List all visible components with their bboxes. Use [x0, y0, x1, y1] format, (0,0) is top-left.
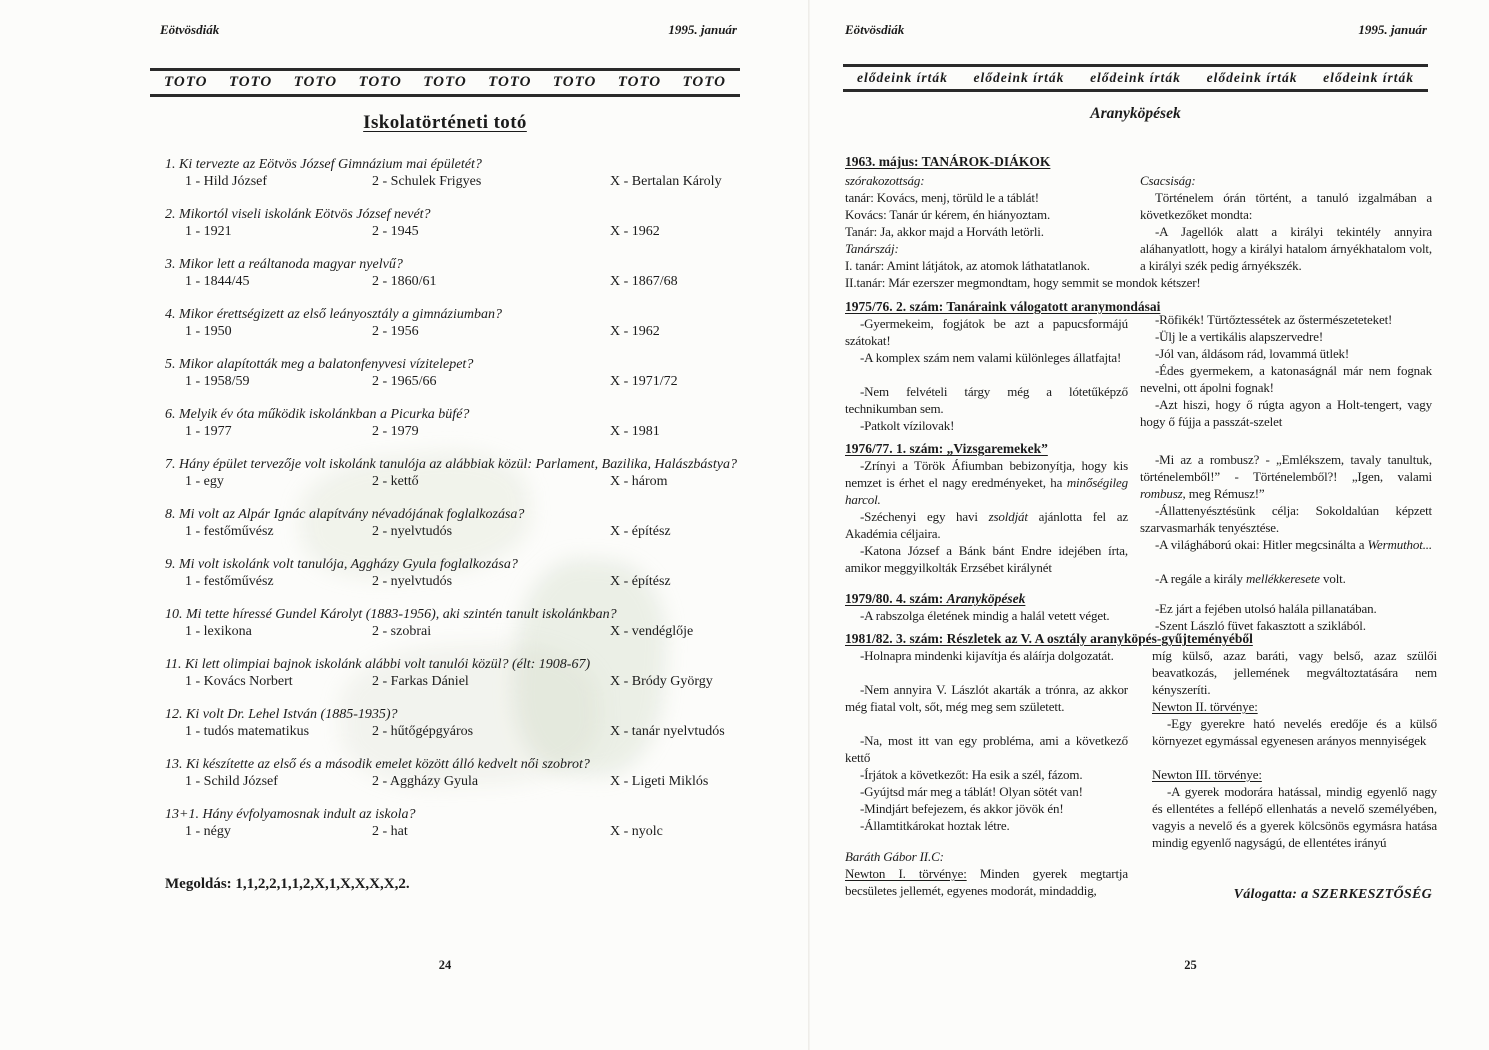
option-2: 2 - 1945 [372, 224, 419, 239]
paragraph-emphasis: minőségileg harcol. [845, 475, 1128, 507]
option-1: 1 - festőművész [185, 574, 274, 589]
question-text: 5. Mikor alapították meg a balatonfenyvesi vízitelepet? [165, 357, 474, 372]
paragraph: -Katona József a Bánk bánt Endre idejében írta, amikor meggyilkolták Erzsébet királynét [845, 543, 1128, 575]
option-1: 1 - festőművész [185, 524, 274, 539]
option-x: X - építész [610, 574, 671, 589]
toto-banner-word: TOTO [488, 74, 532, 90]
question-text: 12. Ki volt Dr. Lehel István (1885-1935)? [165, 707, 398, 722]
author-line: Baráth Gábor II.C: [845, 849, 944, 864]
option-x: X - 1971/72 [610, 374, 678, 389]
paragraph: -Szent László füvet fakasztott a sziklából. [1155, 618, 1366, 633]
question-text: 10. Mi tette híressé Gundel Károlyt (1883-1956), aki szintén tanult iskolánkban? [165, 607, 617, 622]
section-heading-1963: 1963. május: TANÁROK-DIÁKOK [845, 154, 1051, 169]
paragraph: -Na, most itt van egy probléma, ami a következő kettő [845, 733, 1128, 765]
toto-banner-word: TOTO [423, 74, 467, 90]
paragraph-text: -Mi az a rombusz? - „Emlékszem, tavaly tanultuk, történelemből!” - Történelemből?! „Igen, valami [1140, 452, 1432, 484]
option-x: X - építész [610, 524, 671, 539]
paragraph [845, 865, 1128, 899]
paragraph-text: -Zrínyi a Török Áfiumban bebizonyítja, hogy kis nemzet is érhet el nagy eredményeket, ha [845, 458, 1128, 490]
question-text: 13+1. Hány évfolyamosnak indult az iskola? [165, 807, 416, 822]
question-text: 9. Mi volt iskolánk volt tanulója, Aggházy Gyula foglalkozása? [165, 557, 518, 572]
paragraph-text: -A regále a király [1155, 571, 1246, 586]
option-x: X - Bertalan Károly [610, 174, 722, 189]
option-1: 1 - 1844/45 [185, 274, 250, 289]
paragraph [1140, 536, 1432, 553]
option-1: 1 - lexikona [185, 624, 252, 639]
newton-law-label: Newton III. törvénye: [1152, 767, 1262, 782]
paragraph: -Írjátok a következőt: Ha esik a szél, fázom. [860, 767, 1083, 782]
paragraph: -Ez járt a fejében utolsó halála pillanatában. [1155, 601, 1377, 616]
section-heading-1975: 1975/76. 2. szám: Tanáraink válogatott aranymondásai [845, 299, 1161, 314]
question-block [165, 556, 737, 590]
toto-banner-word: TOTO [358, 74, 402, 90]
heading-text: 1979/80. 4. szám: [845, 591, 947, 606]
paragraph [1140, 451, 1432, 502]
option-1: 1 - tudós matematikus [185, 724, 310, 739]
paragraph: tanár: Kovács, menj, törüld le a táblát! [845, 190, 1039, 205]
elodeink-banner-word: elődeink írták [1090, 70, 1181, 85]
question-block [165, 506, 737, 540]
option-x: X - nyolc [610, 824, 663, 839]
option-x: X - vendéglője [610, 624, 694, 639]
paragraph: Csacsiság: [1140, 173, 1196, 188]
option-1: 1 - 1958/59 [185, 374, 250, 389]
paragraph: -Egy gyerekre ható nevelés eredője és a külső környezet egymással egyenesen arányos mennyiségek [1152, 716, 1437, 748]
paragraph-text: -Széchenyi egy havi [860, 509, 989, 524]
paragraph: Történelem órán történt, a tanuló izgalmában a következőket mondta: [1140, 190, 1432, 222]
elodeink-banner-word: elődeink írták [1206, 70, 1298, 85]
question-block [165, 256, 737, 290]
newton-law-label: Newton I. törvénye: [845, 866, 967, 881]
editor-credit: Válogatta: a SZERKESZTŐSÉG [1233, 887, 1432, 902]
paragraph: -Azt hiszi, hogy ő rúgta agyon a Holt-tengert, vagy hogy ő fújja a passzát-szelet [1140, 397, 1432, 429]
question-block [165, 706, 737, 740]
question-text: 3. Mikor lett a reáltanoda magyar nyelvű? [165, 257, 403, 272]
question-block [165, 406, 737, 440]
option-1: 1 - Schild József [185, 774, 278, 789]
elodeink-banner [843, 64, 1428, 92]
option-x: X - három [610, 474, 668, 489]
question-text: 13. Ki készítette az első és a második emelet között álló kedvelt női szobrot? [165, 757, 590, 772]
option-2: 2 - Farkas Dániel [372, 674, 469, 689]
option-2: 2 - 1979 [372, 424, 419, 439]
masthead: Eötvösdiák [845, 22, 905, 37]
paragraph: -Gyermekeim, fogjátok be azt a papucsformájú szátokat! [845, 316, 1128, 348]
section-heading-1976: 1976/77. 1. szám: „Vizsgaremekek” [845, 441, 1048, 456]
option-1: 1 - Kovács Norbert [185, 674, 293, 689]
option-2: 2 - Aggházy Gyula [372, 774, 479, 789]
paragraph-text: volt. [1319, 571, 1346, 586]
page-number-left: 24 [438, 958, 452, 972]
paragraph: szórakozottság: [845, 173, 925, 188]
toto-banner-word: TOTO [552, 74, 597, 90]
paragraph-text: ajánlotta fel az Akadémia céljaira. [845, 509, 1128, 541]
option-x: X - 1867/68 [610, 274, 678, 289]
toto-banner-word: TOTO [617, 74, 662, 90]
option-x: X - 1981 [610, 424, 660, 439]
option-2: 2 - 1965/66 [372, 374, 437, 389]
option-2: 2 - hat [372, 824, 408, 839]
option-1: 1 - 1977 [185, 424, 232, 439]
question-text: 1. Ki tervezte az Eötvös József Gimnázium mai épületét? [165, 157, 482, 172]
elodeink-banner-word: elődeink írták [857, 70, 948, 85]
option-1: 1 - Hild József [185, 174, 268, 189]
option-2: 2 - nyelvtudós [372, 574, 453, 589]
option-2: 2 - szobrai [372, 624, 432, 639]
option-x: X - tanár nyelvtudós [610, 724, 725, 739]
paragraph-emphasis: mellékkeresete [1246, 571, 1320, 586]
paragraph: míg külső, azaz baráti, vagy belső, azaz szülői beavatkozás, jellemének megváltoztatására nem kényszeríti. [1152, 648, 1437, 697]
option-2: 2 - nyelvtudós [372, 524, 453, 539]
quiz-title: Iskolatörténeti totó [363, 112, 527, 133]
option-2: 2 - Schulek Frigyes [372, 174, 482, 189]
elodeink-banner-word: elődeink írták [973, 70, 1065, 85]
paragraph: Tanárszáj: [845, 241, 899, 256]
paragraph: -Államtitkárokat hoztak létre. [860, 818, 1010, 833]
option-2: 2 - kettő [372, 474, 419, 489]
paragraph: -Patkolt vízilovak! [860, 418, 955, 433]
article-title: Aranyköpések [1090, 105, 1181, 122]
question-block [165, 206, 737, 240]
option-2: 2 - hűtőgépgyáros [372, 724, 474, 739]
paragraph: -A gyerek modorára hatással, mindig egyenlő nagy és ellentétes a fellépő ellenhatás a nevelő személyében, vagyis a nevelő és a gyerek kölcsönös egymásra hatása mindig egyenlő nagyságú, de ellentétes irányú [1152, 784, 1437, 850]
option-1: 1 - egy [185, 474, 224, 489]
section-heading-1979 [845, 590, 1025, 607]
paragraph [1140, 570, 1432, 587]
question-text: 8. Mi volt az Alpár Ignác alapítvány névadójának foglalkozása? [165, 507, 525, 522]
quiz-question-list [165, 156, 737, 893]
paragraph: -A Jagellók alatt a királyi tekintély annyira aláhanyatlott, hogy a királyi hatalom árnyékhatalom volt, a királyi szék pedig árnyékszék. [1140, 224, 1432, 273]
issue-date: 1995. január [668, 22, 737, 37]
question-block [165, 806, 737, 840]
paragraph: Kovács: Tanár úr kérem, én hiányoztam. [845, 207, 1051, 222]
paragraph: -Nem felvételi tárgy még a lótetűképző technikumban sem. [845, 384, 1128, 416]
paragraph: -Állattenyésztésünk célja: Sokoldalúan képzett szarvasmarhák tenyésztése. [1140, 503, 1432, 535]
page-number-right: 25 [1184, 958, 1197, 972]
right-page [810, 0, 1489, 1050]
option-x: X - 1962 [610, 324, 660, 339]
paragraph: -Gyújtsd már meg a táblát! Olyan sötét van! [860, 784, 1083, 799]
paragraph: -A rabszolga életének mindig a halál vetett véget. [860, 608, 1110, 623]
heading-emphasis: Aranyköpések [946, 591, 1026, 606]
question-block [165, 306, 737, 340]
option-1: 1 - négy [185, 824, 231, 839]
option-1: 1 - 1950 [185, 324, 232, 339]
paragraph-emphasis: Wermuthot... [1367, 537, 1432, 552]
option-1: 1 - 1921 [185, 224, 232, 239]
question-block [165, 156, 737, 190]
toto-banner-word: TOTO [293, 74, 338, 90]
quiz-solution: Megoldás: 1,1,2,2,1,1,2,X,1,X,X,X,X,2. [165, 876, 410, 892]
paragraph: -Jól van, áldásom rád, lovammá ütlek! [1155, 346, 1350, 361]
question-text: 2. Mikortól viseli iskolánk Eötvös József nevét? [165, 207, 431, 222]
question-block [165, 756, 737, 790]
toto-banner-word: TOTO [228, 74, 273, 90]
section-heading-1981: 1981/82. 3. szám: Részletek az V. A osztály aranyköpés-gyűjteményéből [845, 631, 1253, 646]
masthead: Eötvösdiák [160, 22, 220, 37]
toto-banner-word: TOTO [164, 74, 208, 90]
option-x: X - Bródy György [610, 674, 713, 689]
option-x: X - 1962 [610, 224, 660, 239]
paragraph: I. tanár: Amint látjátok, az atomok láthatatlanok. [845, 258, 1090, 273]
option-x: X - Ligeti Miklós [610, 774, 709, 789]
paragraph: -Édes gyermekem, a katonaságnál már nem fognak nevelni, ott ápolni fognak! [1140, 363, 1432, 395]
paragraph: -Röfikék! Türtőztessétek az őstermészeteteket! [1155, 312, 1393, 327]
paragraph: -Holnapra mindenki kijavítja és aláírja dolgozatát. [860, 648, 1114, 663]
paragraph: -Mindjárt befejezem, és akkor jövök én! [860, 801, 1064, 816]
toto-banner [150, 68, 740, 97]
paragraph-text: -A világháború okai: Hitler megcsinálta a [1155, 537, 1368, 552]
paragraph [845, 457, 1128, 508]
issue-date: 1995. január [1358, 22, 1427, 37]
paragraph-text: Minden gyerek megtartja becsületes jellemét, egyenes modorát, mindaddig, [845, 866, 1128, 898]
question-block [165, 456, 737, 490]
question-text: 11. Ki lett olimpiai bajnok iskolánk alábbi volt tanulói közül? (élt: 1908-67) [165, 657, 591, 672]
paragraph: Tanár: Ja, akkor majd a Horváth letörli. [845, 224, 1044, 239]
question-text: 4. Mikor érettségizett az első leányosztály a gimnáziumban? [165, 307, 502, 322]
toto-banner-word: TOTO [682, 74, 726, 90]
paragraph-text: meg Rémusz!” [1185, 486, 1265, 501]
option-2: 2 - 1860/61 [372, 274, 437, 289]
question-block [165, 656, 737, 690]
paragraph: II.tanár: Már ezerszer megmondtam, hogy semmit se mondok kétszer! [845, 275, 1201, 290]
question-text: 7. Hány épület tervezője volt iskolánk tanulója az alábbiak közül: Parlament, Bazilika, Halászbástya? [165, 457, 737, 472]
paragraph [845, 508, 1128, 542]
question-block [165, 606, 737, 640]
paragraph: -Ülj le a vertikális alapszervedre! [1155, 329, 1323, 344]
paragraph-emphasis: zsoldját [988, 509, 1028, 524]
newton-law-label: Newton II. törvénye: [1152, 699, 1258, 714]
elodeink-banner-word: elődeink írták [1323, 70, 1414, 85]
paragraph: -Nem annyira V. Lászlót akarták a trónra, az akkor még fiatal volt, sőt, még meg sem született. [845, 682, 1128, 714]
option-2: 2 - 1956 [372, 324, 419, 339]
question-text: 6. Melyik év óta működik iskolánkban a Picurka büfé? [165, 407, 470, 422]
question-block [165, 356, 737, 390]
paragraph: -A komplex szám nem valami különleges állatfajta! [860, 350, 1122, 365]
paragraph-emphasis: rombusz, [1140, 486, 1186, 501]
